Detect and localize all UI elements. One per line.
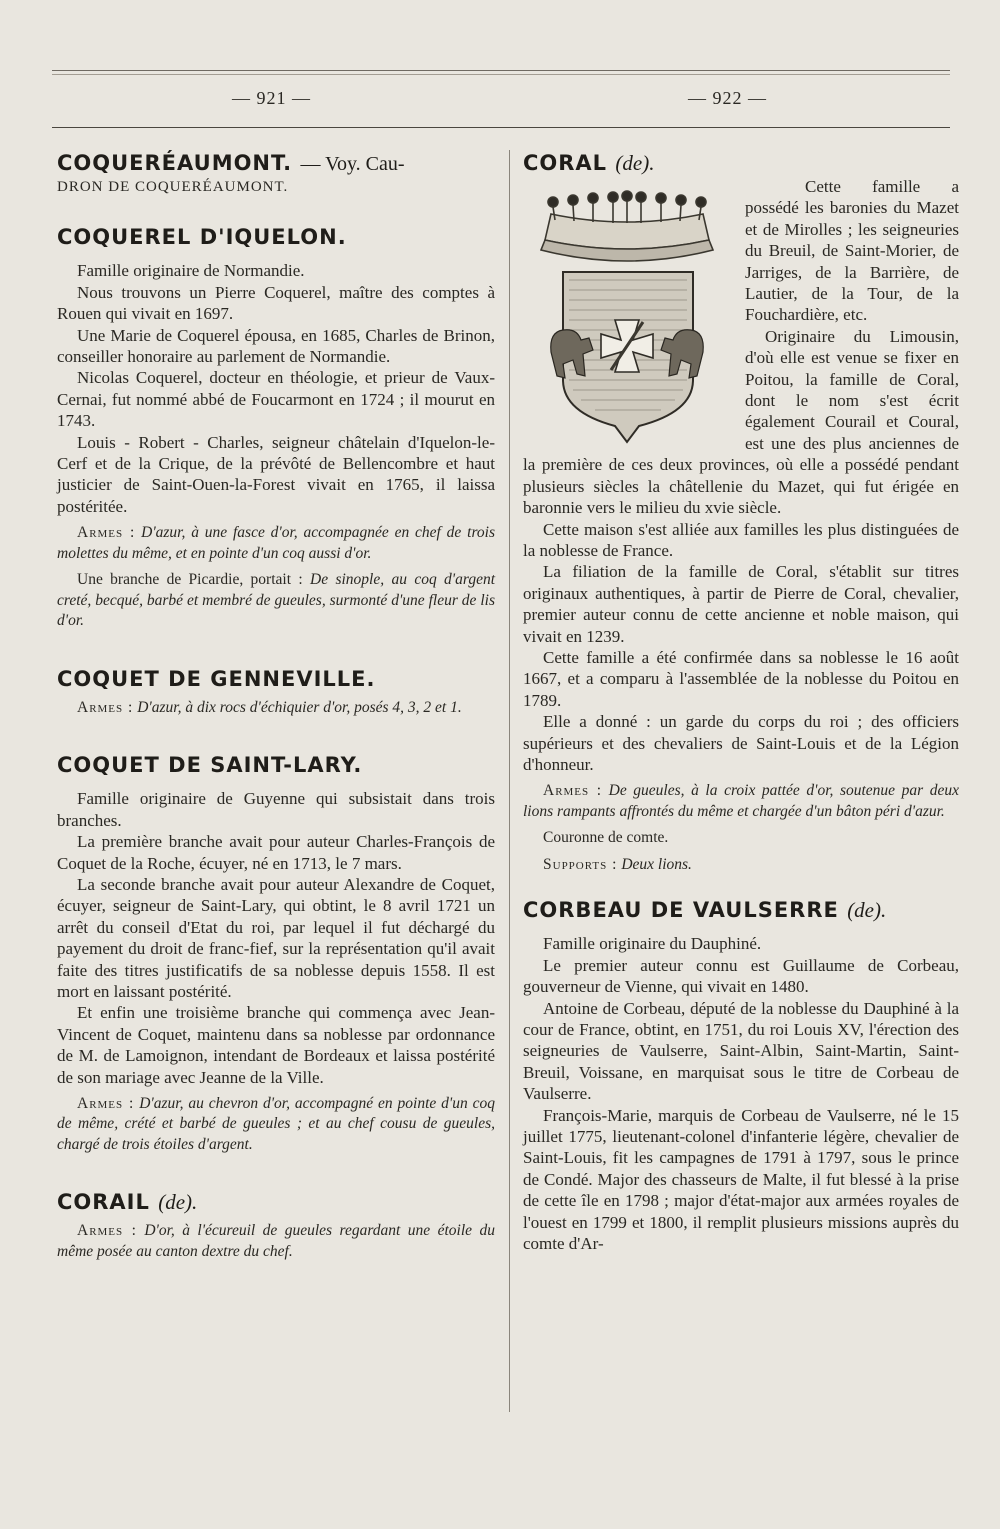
arms-description [57,698,495,719]
top-rule-thin [52,74,950,75]
paragraph: Et enfin une troisième branche qui commença avec Jean-Vincent de Coquet, maintenu dans sa noblesse par ordonnance de M. de Lamoignon, intendant de Bordeaux et laissa postérité de son mariage avec Jeanne de la Ville. [57,1003,495,1087]
crown-note: Couronne de comte. [543,829,669,847]
paragraph: Originaire du Limousin, d'où elle est venue se fixer en Poitou, la famille de Coral, dont le nom s'est écrit également Courail et Coural, est une des plus anciennes de la première de ces deux provinces, où elle a possédé pendant plusieurs siècles la châtellenie du Mazet, qui fut érigée en baronnie vers le milieu du xvie siècle. [523,326,959,518]
arms-description [57,523,495,564]
arms-label: Armes : [77,1222,137,1240]
page-number-right: — 922 — [688,88,767,108]
paragraph: Louis - Robert - Charles, seigneur châtelain d'Iquelon-le-Cerf et de la Crique, de la prévôté de Bellencombre et haut justicier de Saint-Ouen-la-Forest vivait en 1765, il laissa postéritée. [57,432,495,516]
paragraph: Nous trouvons un Pierre Coquerel, maître des comptes à Rouen qui vivait en 1697. [57,282,495,324]
column-divider [509,150,510,1412]
entry-title: COQUERÉAUMONT. [57,151,293,175]
paragraph: La filiation de la famille de Coral, s'établit sur titres originaux authentiques, à partir de Pierre de Coral, chevalier, premier auteur connu de cette ancienne et noble maison, qui vivait en 1239. [523,562,959,646]
paragraph: Cette famille a été confirmée dans sa noblesse le 16 août 1667, et a comparu à l'assemblée de la noblesse du Poitou en 1789. [523,647,959,710]
branch-lead: Une branche de Picardie, portait : [77,571,303,589]
arms-label: Armes : [543,782,603,800]
paragraph: Famille originaire de Guyenne qui subsistait dans trois branches. [57,789,495,830]
top-rule [52,70,950,71]
arms-label: Armes : [77,524,136,542]
entry-title: CORBEAU DE VAULSERRE [523,898,839,923]
entry-saint-lary [57,752,495,1155]
arms-text: D'azur, à une fasce d'or, accompagnée en chef de trois molettes du même, et en pointe d'un coq aussi d'or. [57,524,495,562]
right-column [523,150,959,1254]
paragraph: Cette maison s'est alliée aux familles les plus distinguées de la noblesse de France. [523,519,959,560]
particle: (de). [847,898,887,923]
branch-arms [57,570,495,632]
paragraph: La seconde branche avait pour auteur Alexandre de Coquet, écuyer, seigneur de Saint-Lary, qui obtint, le 8 avril 1721 un arrêt du conseil d'Etat du roi, par lequel il fut déchargé du payement du droit de franc-fief, sur la représentation qu'il avait faite des titres justificatifs de sa noblesse depuis 1558. Il est mort en laissant postérité. [57,874,495,1001]
entry-coquereaumont [57,150,495,198]
paragraph: Une Marie de Coquerel épousa, en 1685, Charles de Brinon, conseiller honoraire au parlement de Normandie. [57,325,495,367]
entry-coquerel [57,224,495,631]
entry-corbeau [523,897,959,1254]
arms-text: D'or, à l'écureuil de gueules regardant une étoile du même posée au canton dextre du chef. [57,1222,495,1260]
supports-text: Deux lions. [621,855,692,873]
particle: (de). [615,151,655,175]
paragraph: La première branche avait pour auteur Charles-François de Coquet de la Roche, écuyer, né en 1713, le 7 mars. [57,832,495,873]
header-rule [52,127,950,128]
arms-label: Armes : [77,698,134,716]
see-reference-continued: DRON DE COQUERÉAUMONT. [57,179,289,195]
paragraph: Famille originaire de Normandie. [77,261,305,281]
see-reference: — Voy. Cau- [300,153,405,175]
coat-of-arms-image [523,180,731,450]
entry-title: COQUEREL D'IQUELON. [57,225,347,250]
arms-description [57,1094,495,1156]
paragraph: Antoine de Corbeau, député de la noblesse du Dauphiné à la cour de France, obtint, en 1751, du roi Louis XV, l'érection des seigneuries de Vaulserre, Saint-Albin, Saint-Martin, Saint-Breuil, Voissane, en marquisat sous le titre de Corbeau de Vaulserre. [523,998,959,1104]
entry-title: COQUET DE SAINT-LARY. [57,753,363,778]
entry-title: CORAIL [57,1190,150,1215]
arms-description [57,1221,495,1262]
arms-description [523,781,959,822]
entry-coral [523,150,959,875]
arms-text: D'azur, au chevron d'or, accompagné en pointe d'un coq de même, crété et barbé de gueules ; et au chef cousu de gueules, chargé de trois étoiles d'argent. [57,1094,496,1153]
entry-title: COQUET DE GENNEVILLE. [57,666,376,691]
arms-text: D'azur, à dix rocs d'échiquier d'or, posés 4, 3, 2 et 1. [137,698,462,716]
paragraph: Elle a donné : un garde du corps du roi ; des officiers supérieurs et des chevaliers de Saint-Louis et de la Légion d'honneur. [523,712,959,774]
paragraph: Nicolas Coquerel, docteur en théologie, et prieur de Vaux-Cernai, fut nommé abbé de Foucarmont en 1724 ; il mourut en 1743. [57,368,495,431]
coat-of-arms-icon [523,180,731,450]
supports-note [523,855,959,876]
paragraph: François-Marie, marquis de Corbeau de Vaulserre, né le 15 juillet 1775, lieutenant-colonel d'infanterie légère, chevalier de Saint-Louis, fit les campagnes de 1791 à 1797, sous le prince de Condé. Major des chasseurs de Malte, il fut blessé à la prise de cette île en 1798 ; major d'état-major aux armées royales de l'ouest en 1799 et 1800, il remplit plusieurs missions auprès du comte d'Ar- [523,1105,959,1254]
left-column [57,150,495,1262]
entry-title: CORAL [523,151,608,175]
particle: (de). [158,1190,198,1215]
arms-label: Armes : [77,1094,135,1112]
entry-corail [57,1189,495,1262]
supports-label: Supports : [543,855,618,873]
paragraph: Cette famille a possédé les baronies du Mazet et de Mirolles ; les seigneuries du Breuil, de Saint-Morier, de Jarriges, de la Barrière, de Lautier, de la Tour, de la Fouchardière, etc. [745,177,959,325]
entry-genneville [57,666,495,719]
count-crown-icon [541,191,713,261]
page-number-left: — 921 — [232,88,311,108]
paragraph: Le premier auteur connu est Guillaume de Corbeau, gouverneur de Vienne, qui vivait en 1480. [523,955,959,997]
branch-arms-text: De sinople, au coq d'argent creté, becqué, barbé et membré de gueules, surmonté d'une fleur de lis d'or. [57,571,496,630]
paragraph: Famille originaire du Dauphiné. [543,934,762,954]
arms-text: De gueules, à la croix pattée d'or, soutenue par deux lions rampants affrontés du même et chargée d'un bâton péri d'azur. [523,782,960,820]
